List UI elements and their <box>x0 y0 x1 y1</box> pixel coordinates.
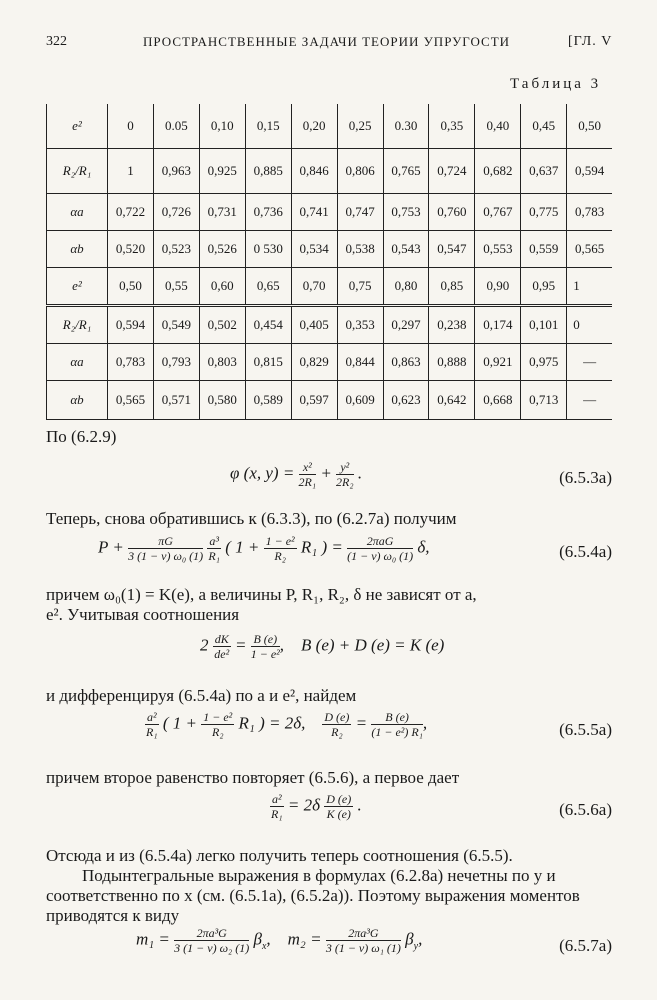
equation-6-5-4a: P + $\frac{\pi G}{\text{3 (1 − ν) ω₀ (1)}}$ $\frac{\text{a³}}{\text{R₁}}$ ( 1 + $\frac{\text{1 − e²}}{\text{R₂}}$ R₁ ) = $\frac{\text{2πaG}}{\text{(1 − ν) ω₀ (1)}}$ δ, <box>98 534 430 563</box>
table-cell: 0,50 <box>108 268 154 306</box>
table-cell: 0,637 <box>521 149 567 194</box>
table-cell: 0,724 <box>429 149 475 194</box>
table-cell: 0,405 <box>291 306 337 344</box>
table-cell: 0,594 <box>567 149 612 194</box>
table-cell: 0,885 <box>245 149 291 194</box>
table-cell: 0,589 <box>245 381 291 420</box>
table-cell: 0 530 <box>245 231 291 268</box>
equation-number: (6.5.6а) <box>559 800 612 819</box>
data-table <box>46 104 612 420</box>
table-cell: 0,297 <box>383 306 429 344</box>
equation-number: (6.5.7а) <box>559 936 612 955</box>
equation-relations: 2 $\frac{dK}{\text{de²}}$ = $\frac{B (e)}{\text{1 − e²}}$ , B (e) + D (e) = K (e) <box>200 632 445 661</box>
table-cell: 0,846 <box>291 149 337 194</box>
table-cell: 0,95 <box>521 268 567 306</box>
table-cell: 0,55 <box>153 268 199 306</box>
paragraph-5: причем второе равенство повторяет (6.5.6), а первое дает <box>46 768 460 787</box>
equation-6-5-3a: φ (x, y) = $\frac{\text{x²}}{\text{2R₁}}$ + $\frac{\text{y²}}{\text{2R₂}}$ . <box>230 460 363 489</box>
equation-6-5-6a: $\frac{\text{a²}}{\text{R₁}}$ = 2δ $\frac{D (e)}{K (e)}$ . <box>271 792 362 821</box>
table-cell: 0,731 <box>199 194 245 231</box>
table-cell: 0,60 <box>199 268 245 306</box>
table-cell: 0,921 <box>475 344 521 381</box>
table-row <box>47 268 613 306</box>
row-label: e² <box>47 268 108 306</box>
table-cell: 0,543 <box>383 231 429 268</box>
paragraph-1: По (6.2.9) <box>46 427 117 446</box>
table-cell: 0,765 <box>383 149 429 194</box>
table-cell: 0,815 <box>245 344 291 381</box>
table-cell: 0,623 <box>383 381 429 420</box>
table-cell: 0,753 <box>383 194 429 231</box>
page-number: 322 <box>46 34 67 49</box>
table-cell: 0,783 <box>567 194 612 231</box>
table-cell: 0,668 <box>475 381 521 420</box>
equation-number: (6.5.3а) <box>559 468 612 487</box>
equation-number: (6.5.5а) <box>559 720 612 739</box>
table-cell: 0,925 <box>199 149 245 194</box>
table-cell: 0,65 <box>245 268 291 306</box>
table-row <box>47 306 613 344</box>
running-title: ПРОСТРАНСТВЕННЫЕ ЗАДАЧИ ТЕОРИИ УПРУГОСТИ <box>143 34 511 49</box>
table-cell: 0,15 <box>245 104 291 149</box>
table-cell: 1 <box>567 268 612 306</box>
table-cell: 0,85 <box>429 268 475 306</box>
table-cell: 0,741 <box>291 194 337 231</box>
paragraph-3: причем ω₀(1) = K(e), а величины P, R₁, R₂, δ не зависят от a, <box>46 585 477 604</box>
table-cell: 0,238 <box>429 306 475 344</box>
table-cell: 0,888 <box>429 344 475 381</box>
table-cell: 0,722 <box>108 194 154 231</box>
table-cell: 0,609 <box>337 381 383 420</box>
table-cell: 0,747 <box>337 194 383 231</box>
table-row <box>47 194 613 231</box>
table-cell: 0,736 <box>245 194 291 231</box>
chapter-label: [ГЛ. V <box>568 34 613 49</box>
equation-6-5-5a: $\frac{\text{a²}}{\text{R₁}}$ ( 1 + $\frac{\text{1 − e²}}{\text{R₂}}$ R₁ ) = 2δ, $\frac{D (e)}{\text{R₂}}$ = $\frac{B (e)}{\text{(1 − e²) R₁}}$ , <box>146 710 428 739</box>
table-cell: 0,547 <box>429 231 475 268</box>
paragraph-3b: e². Учитывая соотношения <box>46 605 240 624</box>
table-cell: 0,520 <box>108 231 154 268</box>
table-cell: 0,642 <box>429 381 475 420</box>
table-cell: 0,793 <box>153 344 199 381</box>
table-cell: 0,803 <box>199 344 245 381</box>
table-cell: 0,25 <box>337 104 383 149</box>
row-label: αa <box>47 344 108 381</box>
row-label: αa <box>47 194 108 231</box>
equation-number: (6.5.4а) <box>559 542 612 561</box>
row-label: αb <box>47 231 108 268</box>
table-cell: 0,502 <box>199 306 245 344</box>
table-cell: 0 <box>108 104 154 149</box>
equation-6-5-7a: m₁ = $\frac{\text{2πa³G}}{\text{3 (1 − ν) ω₂ (1)}}$ $\beta_x$, m₂ = $\frac{\text{2πa³G}}{\text{3 (1 − ν) ω₁ (1)}}$ $\beta_y$, <box>136 926 423 955</box>
table-cell: 0,20 <box>291 104 337 149</box>
table-cell: 0,565 <box>567 231 612 268</box>
row-label: R₂/R₁ <box>47 306 108 344</box>
table-cell: 0,844 <box>337 344 383 381</box>
table-cell: 0,549 <box>153 306 199 344</box>
table-cell: 0,963 <box>153 149 199 194</box>
table-cell: 0.30 <box>383 104 429 149</box>
table-cell: 0.05 <box>153 104 199 149</box>
table-cell: 0,454 <box>245 306 291 344</box>
table-cell: — <box>567 381 612 420</box>
table-cell: 0,863 <box>383 344 429 381</box>
paragraph-6: Отсюда и из (6.5.4а) легко получить теперь соотношения (6.5.5). <box>46 846 513 865</box>
table-cell: 0,174 <box>475 306 521 344</box>
table-cell: 0,10 <box>199 104 245 149</box>
table-cell: 0,580 <box>199 381 245 420</box>
table-cell: 0,523 <box>153 231 199 268</box>
table-cell: 0,40 <box>475 104 521 149</box>
table-row <box>47 381 613 420</box>
table-cell: 0,559 <box>521 231 567 268</box>
table-caption: Таблица 3 <box>510 76 602 92</box>
table-cell: 0,534 <box>291 231 337 268</box>
table-cell: 0,594 <box>108 306 154 344</box>
table-cell: 0,975 <box>521 344 567 381</box>
table-cell: 0,80 <box>383 268 429 306</box>
table-cell: 0,726 <box>153 194 199 231</box>
table-cell: — <box>567 344 612 381</box>
table-cell: 0,783 <box>108 344 154 381</box>
table-cell: 0,565 <box>108 381 154 420</box>
table-row <box>47 344 613 381</box>
table-cell: 0,526 <box>199 231 245 268</box>
table-cell: 0,713 <box>521 381 567 420</box>
table-cell: 0,90 <box>475 268 521 306</box>
table-cell: 0,353 <box>337 306 383 344</box>
table-cell: 0,829 <box>291 344 337 381</box>
table-cell: 0,553 <box>475 231 521 268</box>
table-row <box>47 231 613 268</box>
table-cell: 0,775 <box>521 194 567 231</box>
table-row <box>47 104 613 149</box>
table-cell: 0,70 <box>291 268 337 306</box>
table-cell: 0,767 <box>475 194 521 231</box>
paragraph-4: и дифференцируя (6.5.4а) по a и e², найдем <box>46 686 357 705</box>
paragraph-2: Теперь, снова обратившись к (6.3.3), по (6.2.7а) получим <box>46 509 457 528</box>
table-cell: 0,597 <box>291 381 337 420</box>
row-label: αb <box>47 381 108 420</box>
table-cell: 0,45 <box>521 104 567 149</box>
row-label: e² <box>47 104 108 149</box>
table-cell: 1 <box>108 149 154 194</box>
table-cell: 0,35 <box>429 104 475 149</box>
table-row <box>47 149 613 194</box>
table-cell: 0,538 <box>337 231 383 268</box>
table-cell: 0,75 <box>337 268 383 306</box>
table-cell: 0,50 <box>567 104 612 149</box>
row-label: R₂/R₁ <box>47 149 108 194</box>
paragraph-7: Подынтегральные выражения в формулах (6.2.8а) нечетны по y и соответственно по x (см. (6.5.1а), (6.5.2а)). Поэтому выражения моментов приводятся к виду <box>46 866 580 925</box>
table-cell: 0 <box>567 306 612 344</box>
table-cell: 0,571 <box>153 381 199 420</box>
table-cell: 0,101 <box>521 306 567 344</box>
table-cell: 0,760 <box>429 194 475 231</box>
table-cell: 0,806 <box>337 149 383 194</box>
table-cell: 0,682 <box>475 149 521 194</box>
